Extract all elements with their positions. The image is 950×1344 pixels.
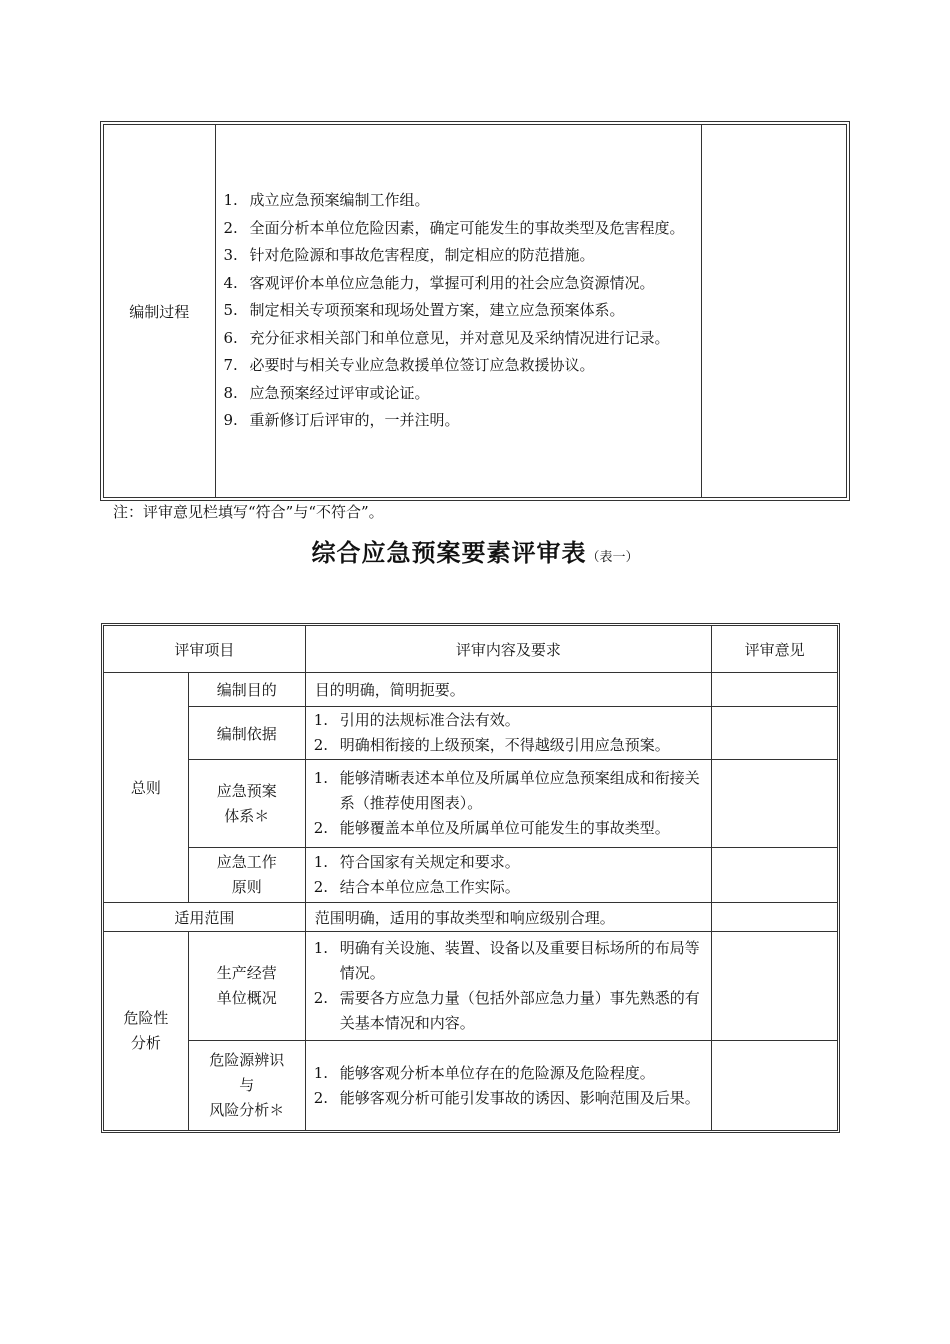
process-list (216, 187, 686, 435)
list-item: 2. 能够客观分析可能引发事故的诱因、影响范围及后果。 (313, 1088, 700, 1107)
content-hazard (305, 1041, 711, 1131)
opinion-cell[interactable] (712, 932, 838, 1041)
opinion-cell[interactable] (712, 673, 838, 707)
list-item: 3. 针对危险源和事故危害程度，制定相应的防范措施。 (223, 246, 595, 265)
content-basis (305, 707, 711, 760)
table-row (104, 848, 838, 903)
process-label: 编制过程 (129, 302, 190, 321)
list-item: 1. 明确有关设施、装置、设备以及重要目标场所的布局等情况。 (313, 939, 700, 982)
content-principle (305, 848, 711, 903)
label-scope: 适用范围 (104, 903, 306, 932)
table-row (104, 932, 838, 1041)
group-general: 总则 (104, 673, 189, 903)
page-title (0, 533, 950, 568)
review-table (103, 625, 838, 1131)
content-scope: 范围明确，适用的事故类型和响应级别合理。 (305, 903, 711, 932)
process-table (103, 124, 847, 498)
list-item: 1. 能够清晰表述本单位及所属单位应急预案组成和衔接关系（推荐使用图表）。 (313, 769, 700, 812)
label-hazard: 危险源辨识 与 风险分析＊ (188, 1041, 305, 1131)
table-row (104, 760, 838, 848)
title-main: 综合应急预案要素评审表 (311, 539, 587, 567)
list-item: 5. 制定相关专项预案和现场处置方案，建立应急预案体系。 (223, 301, 625, 320)
list-item: 4. 客观评价本单位应急能力，掌握可利用的社会应急资源情况。 (223, 273, 655, 292)
label-basis: 编制依据 (188, 707, 305, 760)
list-item: 1. 能够客观分析本单位存在的危险源及危险程度。 (313, 1063, 655, 1082)
opinion-cell[interactable] (712, 848, 838, 903)
label-system: 应急预案 体系＊ (188, 760, 305, 848)
header-content: 评审内容及要求 (305, 626, 711, 673)
opinion-cell[interactable] (712, 1041, 838, 1131)
list-item: 2. 明确相衔接的上级预案，不得越级引用应急预案。 (313, 736, 670, 754)
list-item: 2. 能够覆盖本单位及所属单位可能发生的事故类型。 (313, 819, 670, 837)
group-risk: 危险性 分析 (104, 932, 189, 1131)
opinion-cell[interactable] (712, 760, 838, 848)
label-overview: 生产经营 单位概况 (188, 932, 305, 1041)
label-principle: 应急工作 原则 (188, 848, 305, 903)
note-text: 注：评审意见栏填写“符合”与“不符合”。 (113, 503, 384, 521)
table-row (104, 707, 838, 760)
title-sub: （表一） (586, 550, 639, 565)
table-row (104, 903, 838, 932)
table-header-row (104, 626, 838, 673)
table-row (104, 673, 838, 707)
list-item: 1. 符合国家有关规定和要求。 (313, 853, 520, 871)
list-item: 2. 需要各方应急力量（包括外部应急力量）事先熟悉的有关基本情况和内容。 (313, 989, 700, 1032)
list-item: 1. 引用的法规标准合法有效。 (313, 711, 520, 729)
content-purpose: 目的明确，简明扼要。 (305, 673, 711, 707)
opinion-cell[interactable] (712, 707, 838, 760)
list-item: 9. 重新修订后评审的，一并注明。 (223, 411, 460, 430)
list-item: 2. 结合本单位应急工作实际。 (313, 878, 520, 896)
process-label-cell (104, 125, 216, 498)
content-system (305, 760, 711, 848)
content-overview (305, 932, 711, 1041)
process-opinion-cell[interactable] (702, 125, 847, 498)
table-row (104, 1041, 838, 1131)
list-item: 1. 成立应急预案编制工作组。 (223, 191, 430, 210)
opinion-cell[interactable] (712, 903, 838, 932)
label-purpose: 编制目的 (188, 673, 305, 707)
list-item: 6. 充分征求相关部门和单位意见，并对意见及采纳情况进行记录。 (223, 328, 670, 347)
list-item: 2. 全面分析本单位危险因素，确定可能发生的事故类型及危害程度。 (223, 218, 685, 237)
header-opinion: 评审意见 (712, 626, 838, 673)
list-item: 7. 必要时与相关专业应急救援单位签订应急救援协议。 (223, 356, 595, 375)
process-content-cell (215, 125, 702, 498)
list-item: 8. 应急预案经过评审或论证。 (223, 383, 430, 402)
header-item: 评审项目 (104, 626, 306, 673)
